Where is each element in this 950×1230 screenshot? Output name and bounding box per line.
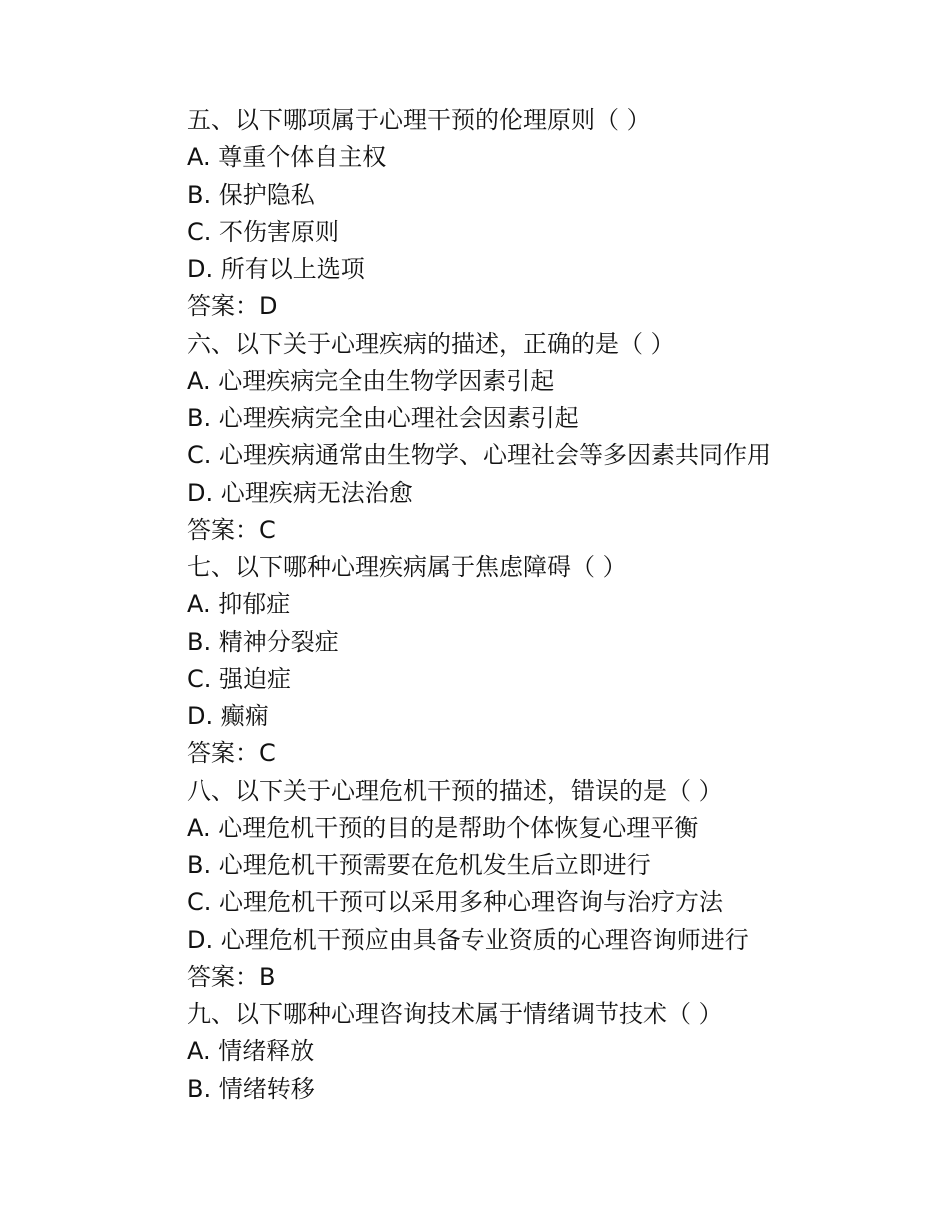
option-d: D. 心理危机干预应由具备专业资质的心理咨询师进行 — [187, 925, 749, 954]
question-stem: 八、以下关于心理危机干预的描述，错误的是（ ） — [187, 776, 723, 805]
option-d: D. 心理疾病无法治愈 — [187, 478, 413, 507]
option-c: C. 不伤害原则 — [187, 217, 340, 246]
answer-line: 答案：B — [187, 962, 276, 991]
option-c: C. 强迫症 — [187, 664, 292, 693]
option-b: B. 情绪转移 — [187, 1074, 315, 1103]
question-stem: 九、以下哪种心理咨询技术属于情绪调节技术（ ） — [187, 1000, 723, 1028]
option-a: A. 抑郁症 — [187, 590, 291, 619]
option-a: A. 心理危机干预的目的是帮助个体恢复心理平衡 — [187, 813, 699, 842]
option-b: B. 心理危机干预需要在危机发生后立即进行 — [187, 851, 651, 879]
question-stem: 六、以下关于心理疾病的描述，正确的是（ ） — [187, 329, 675, 358]
question-list — [187, 102, 887, 1108]
answer-line: 答案：C — [187, 515, 276, 544]
option-a: A. 心理疾病完全由生物学因素引起 — [187, 366, 555, 395]
option-c: C. 心理疾病通常由生物学、心理社会等多因素共同作用 — [187, 441, 772, 470]
question-stem: 五、以下哪项属于心理干预的伦理原则（ ） — [187, 106, 651, 134]
option-a: A. 情绪释放 — [187, 1037, 315, 1066]
option-c: C. 心理危机干预可以采用多种心理咨询与治疗方法 — [187, 888, 724, 917]
option-a: A. 尊重个体自主权 — [187, 143, 387, 172]
option-d: D. 癫痫 — [187, 702, 269, 730]
option-d: D. 所有以上选项 — [187, 255, 365, 283]
option-b: B. 精神分裂症 — [187, 627, 339, 656]
question-stem: 七、以下哪种心理疾病属于焦虑障碍（ ） — [187, 553, 627, 581]
answer-line: 答案：C — [187, 739, 276, 768]
answer-line: 答案：D — [187, 292, 278, 321]
option-b: B. 保护隐私 — [187, 180, 315, 209]
option-b: B. 心理疾病完全由心理社会因素引起 — [187, 404, 579, 432]
